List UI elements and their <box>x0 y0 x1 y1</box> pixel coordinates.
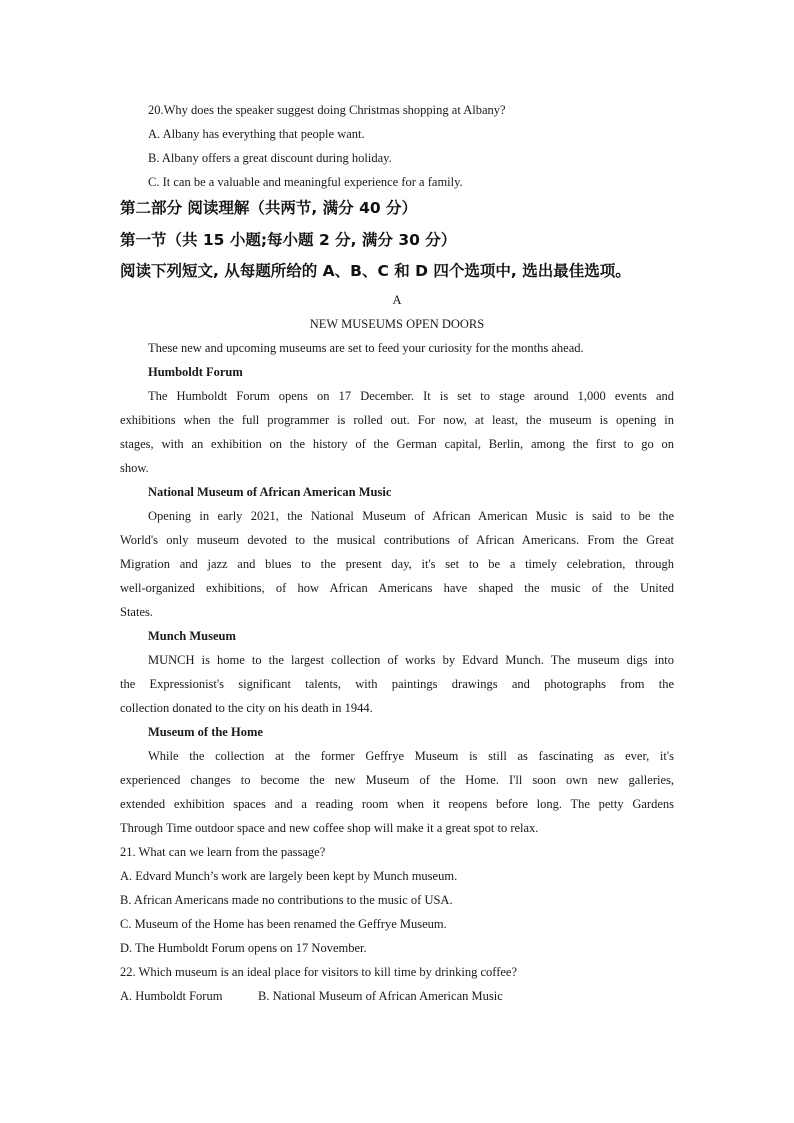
museum-heading-home: Museum of the Home <box>148 725 263 739</box>
paragraph-line: well-organized exhibitions, of how African Americans have shaped the music of the United <box>120 581 674 595</box>
museum-heading-african-american-music: National Museum of African American Music <box>148 485 392 499</box>
q22-stem: 22. Which museum is an ideal place for visitors to kill time by drinking coffee? <box>120 965 518 979</box>
museum-heading-humboldt: Humboldt Forum <box>148 365 243 379</box>
q21-option-c: C. Museum of the Home has been renamed the Geffrye Museum. <box>120 917 447 931</box>
passage-title: NEW MUSEUMS OPEN DOORS <box>309 317 485 331</box>
section-subsection-heading: 第一节（共 15 小题;每小题 2 分, 满分 30 分） <box>120 231 457 249</box>
museum-heading-munch: Munch Museum <box>148 629 236 643</box>
passage-letter: A <box>392 293 402 307</box>
paragraph-line: extended exhibition spaces and a reading room when it reopens before long. The petty Gardens <box>120 797 674 811</box>
paragraph-line: Opening in early 2021, the National Museum of African American Music is said to be the <box>148 509 674 523</box>
paragraph-line: While the collection at the former Geffrye Museum is still as fascinating as ever, it's <box>148 749 674 763</box>
q22-option-b: B. National Museum of African American Music <box>258 989 503 1003</box>
paragraph-line: exhibitions when the full programmer is rolled out. For now, at least, the museum is opening in <box>120 413 674 427</box>
paragraph-line: States. <box>120 605 153 619</box>
q21-option-d: D. The Humboldt Forum opens on 17 November. <box>120 941 367 955</box>
paragraph-line: experienced changes to become the new Museum of the Home. I'll soon own new galleries, <box>120 773 674 787</box>
section-instruction: 阅读下列短文, 从每题所给的 A、B、C 和 D 四个选项中, 选出最佳选项。 <box>120 262 631 280</box>
paragraph-line: World's only museum devoted to the musical contributions of African Americans. From the Great <box>120 533 674 547</box>
q20-option-b: B. Albany offers a great discount during holiday. <box>148 151 392 165</box>
q21-option-a: A. Edvard Munch’s work are largely been kept by Munch museum. <box>120 869 458 883</box>
passage-intro: These new and upcoming museums are set to feed your curiosity for the months ahead. <box>148 341 584 355</box>
q20-option-c: C. It can be a valuable and meaningful experience for a family. <box>148 175 463 189</box>
q20-stem: 20.Why does the speaker suggest doing Christmas shopping at Albany? <box>148 103 506 117</box>
paragraph-line: the Expressionist's significant talents, with paintings drawings and photographs from the <box>120 677 674 691</box>
paragraph-line: The Humboldt Forum opens on 17 December. It is set to stage around 1,000 events and <box>148 389 674 403</box>
q20-option-a: A. Albany has everything that people want. <box>148 127 365 141</box>
paragraph-line: MUNCH is home to the largest collection of works by Edvard Munch. The museum digs into <box>148 653 674 667</box>
paragraph-line: stages, with an exhibition on the history of the German capital, Berlin, among the first to go on <box>120 437 674 451</box>
paragraph-line: collection donated to the city on his death in 1944. <box>120 701 373 715</box>
paragraph-line: Migration and jazz and blues to the present day, it's set to be a timely celebration, through <box>120 557 674 571</box>
paragraph-line: show. <box>120 461 149 475</box>
paragraph-line: Through Time outdoor space and new coffee shop will make it a great spot to relax. <box>120 821 539 835</box>
q22-option-a: A. Humboldt Forum <box>120 989 223 1003</box>
q21-option-b: B. African Americans made no contributions to the music of USA. <box>120 893 453 907</box>
q21-stem: 21. What can we learn from the passage? <box>120 845 326 859</box>
section-part-heading: 第二部分 阅读理解（共两节, 满分 40 分） <box>120 199 418 217</box>
